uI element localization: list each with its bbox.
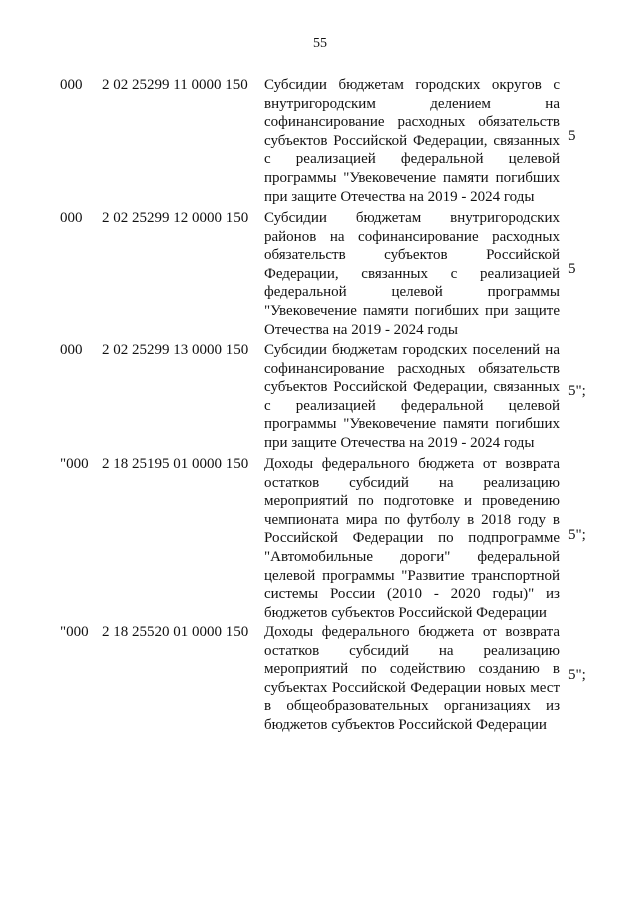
- row-amount: 5";: [568, 667, 586, 683]
- description-line: Отечества на 2019 - 2024 годы: [264, 321, 458, 338]
- description-line: программы "Увековечение памяти погибших: [264, 416, 560, 433]
- description-line: "Автомобильные дороги" федеральной: [264, 548, 560, 565]
- row-amount: 5: [568, 128, 576, 144]
- row-description: [264, 341, 560, 453]
- description-line: с реализацией федеральной целевой: [264, 151, 560, 168]
- budget-code: 2 18 25520 01 0000 150: [102, 624, 249, 640]
- budget-code: 2 18 25195 01 0000 150: [102, 456, 249, 472]
- description-line: субъектах Российской Федерации новых мест: [264, 679, 560, 696]
- row-description: [264, 623, 560, 735]
- admin-code: 000: [60, 77, 83, 93]
- description-line: федеральной целевой программы: [264, 284, 560, 301]
- description-line: Субсидии бюджетам городских округов с: [264, 77, 560, 93]
- description-line: чемпионата мира по футболу в 2018 году в: [264, 511, 560, 528]
- admin-code: "000: [60, 624, 89, 640]
- description-line: софинансирование расходных обязательств: [264, 114, 560, 131]
- row-amount: 5";: [568, 383, 586, 399]
- description-line: остатков субсидий на реализацию: [264, 642, 560, 659]
- admin-code: "000: [60, 456, 89, 472]
- description-line: в общеобразовательных организациях из: [264, 698, 560, 715]
- description-line: мероприятий по подготовке и проведению: [264, 493, 560, 510]
- description-line: с реализацией федеральной целевой: [264, 397, 560, 414]
- description-line: обязательств субъектов Российской: [264, 247, 560, 264]
- description-line: Федерации, связанных с реализацией: [264, 265, 560, 282]
- row-amount: 5";: [568, 527, 586, 543]
- description-line: мероприятий по содействию созданию в: [264, 661, 560, 678]
- budget-code: 2 02 25299 12 0000 150: [102, 210, 249, 226]
- description-line: бюджетов субъектов Российской Федерации: [264, 716, 547, 733]
- description-line: Субсидии бюджетам городских поселений на: [264, 342, 560, 358]
- description-line: внутригородским делением на: [264, 95, 560, 112]
- description-line: Российской Федерации по подпрограмме: [264, 530, 560, 547]
- description-line: программы "Увековечение памяти погибших: [264, 169, 560, 186]
- admin-code: 000: [60, 210, 83, 226]
- description-line: при защите Отечества на 2019 - 2024 годы: [264, 188, 535, 205]
- page-number: 55: [313, 36, 327, 51]
- description-line: софинансирование расходных обязательств: [264, 360, 560, 377]
- budget-code: 2 02 25299 13 0000 150: [102, 342, 249, 358]
- row-description: [264, 76, 560, 206]
- description-line: субъектов Российской Федерации, связанных: [264, 379, 560, 396]
- row-description: [264, 209, 560, 339]
- description-line: системы России (2010 - 2020 годы)" из: [264, 586, 560, 603]
- budget-code: 2 02 25299 11 0000 150: [102, 77, 248, 93]
- description-line: Субсидии бюджетам внутригородских: [264, 210, 560, 226]
- description-line: районов на софинансирование расходных: [264, 228, 560, 245]
- description-line: Доходы федерального бюджета от возврата: [264, 624, 560, 640]
- row-amount: 5: [568, 261, 576, 277]
- description-line: целевой программы "Развитие транспортной: [264, 567, 560, 584]
- description-line: остатков субсидий на реализацию: [264, 474, 560, 491]
- description-line: субъектов Российской Федерации, связанных: [264, 132, 560, 149]
- admin-code: 000: [60, 342, 83, 358]
- description-line: бюджетов субъектов Российской Федерации: [264, 604, 547, 621]
- description-line: при защите Отечества на 2019 - 2024 годы: [264, 434, 535, 451]
- row-description: [264, 455, 560, 622]
- description-line: Доходы федерального бюджета от возврата: [264, 456, 560, 472]
- description-line: "Увековечение памяти погибших при защите: [264, 302, 560, 319]
